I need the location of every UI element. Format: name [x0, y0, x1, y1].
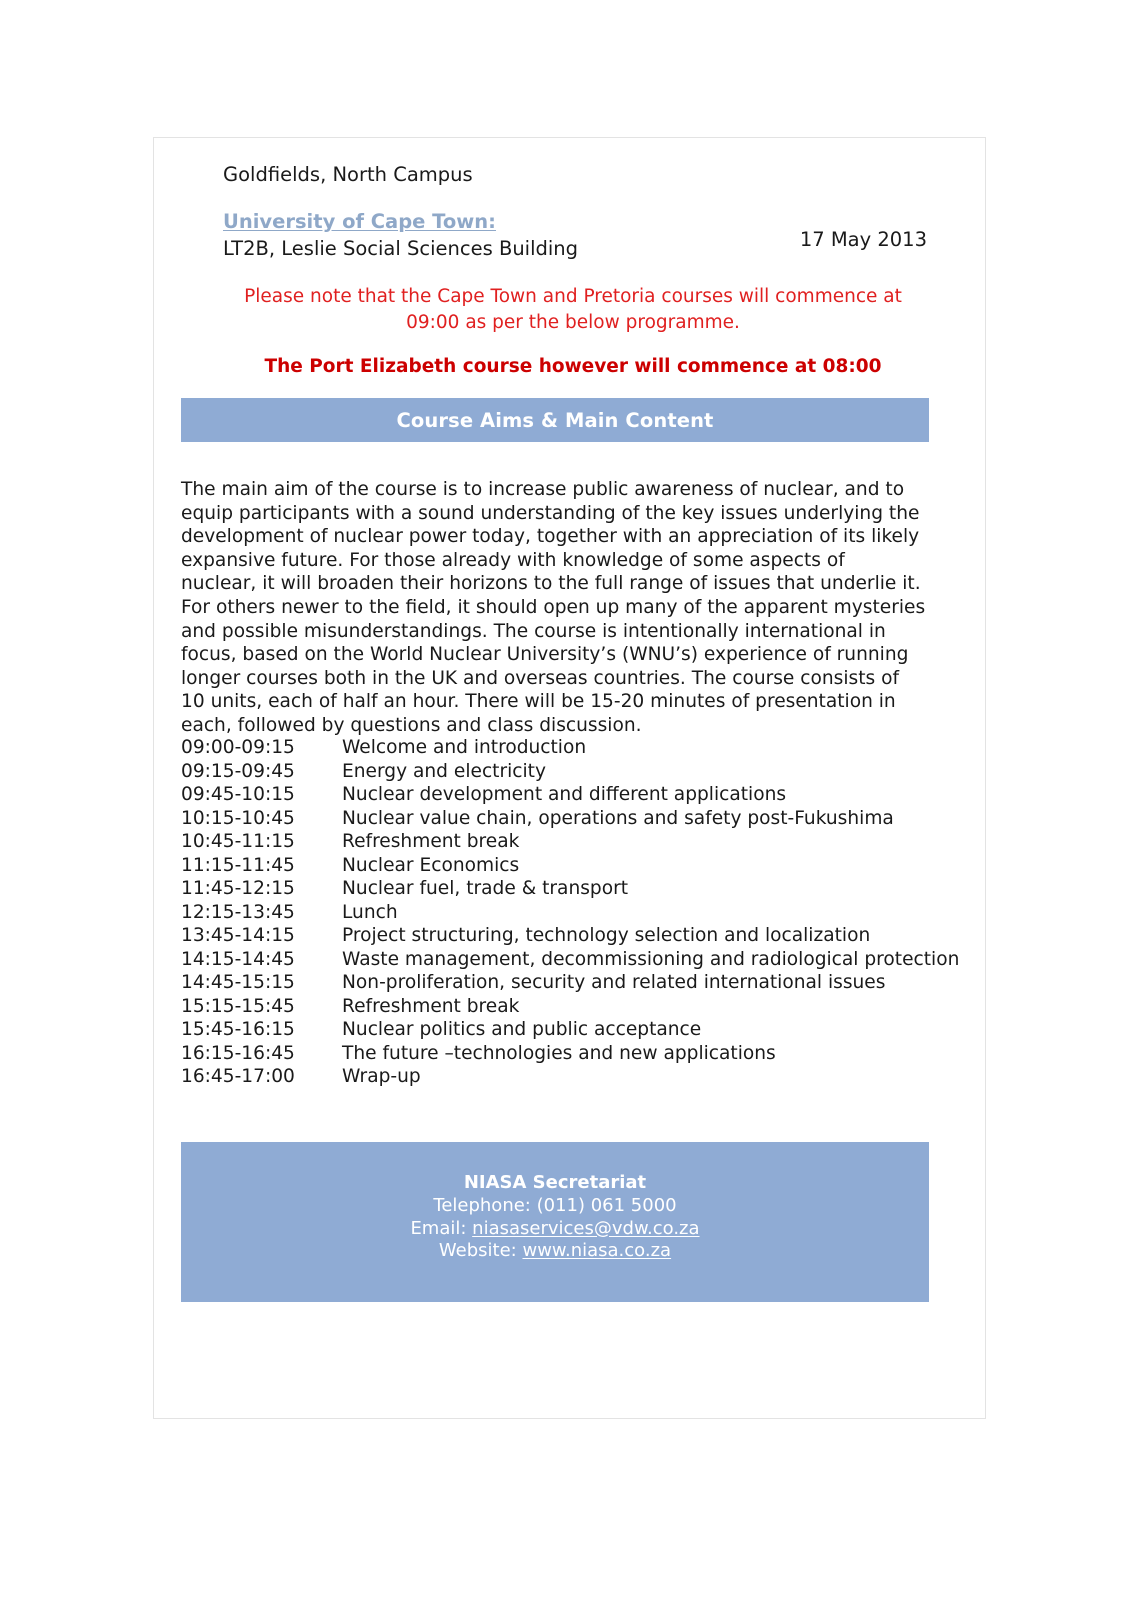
schedule-time: 13:45-14:15 [181, 925, 295, 946]
course-aims-banner-title: Course Aims & Main Content [396, 408, 714, 432]
schedule-topic: The future –technologies and new applications [342, 1042, 776, 1064]
schedule-row [181, 1065, 929, 1089]
course-aims-body-text: The main aim of the course is to increase public awareness of nuclear, and to equip participants with a sound understanding of the key issues underlying the development of nuclear power today, together with an appreciation of its likely expansive future. For those already with knowledge of some aspects of nuclear, it will broaden their horizons to the full range of issues that underlie it. For others newer to the field, it should open up many of the apparent mysteries and possible misunderstandings. The course is intentionally international in focus, based on the World Nuclear University’s (WNU’s) experience of running longer courses both in the UK and overseas countries. The course consists of 10 units, each of half an hour. There will be 15-20 minutes of presentation in each, followed by questions and class discussion. [181, 479, 926, 736]
schedule-topic: Waste management, decommissioning and radiological protection [342, 948, 960, 970]
page-content [154, 138, 985, 1418]
schedule-row [181, 924, 929, 948]
document-date: 17 May 2013 [799, 228, 927, 251]
port-elizabeth-notice: The Port Elizabeth course however will commence at 08:00 [264, 356, 882, 377]
niasa-email-line [181, 1218, 929, 1241]
schedule-row [181, 995, 929, 1019]
schedule-row [181, 948, 960, 972]
venue-campus-line: Goldfields, North Campus [223, 163, 473, 186]
schedule-topic: Lunch [342, 901, 398, 923]
schedule-topic: Welcome and introduction [342, 737, 587, 758]
schedule-time: 09:45-10:15 [181, 784, 295, 805]
schedule-time: 14:15-14:45 [181, 948, 295, 970]
niasa-email-link[interactable]: niasaservices@vdw.co.za [472, 1217, 700, 1239]
schedule-topic: Non-proliferation, security and related international issues [342, 972, 886, 993]
schedule-row [181, 854, 929, 878]
commencement-notice: Please note that the Cape Town and Pretoria courses will commence at 09:00 as per the below programme. [244, 286, 902, 333]
schedule-row [181, 760, 929, 784]
university-of-cape-town-link[interactable]: University of Cape Town: [223, 210, 496, 233]
schedule-topic: Project structuring, technology selection and localization [342, 925, 871, 946]
schedule-row [181, 830, 929, 854]
schedule-time: 16:45-17:00 [181, 1066, 295, 1087]
schedule-time: 11:45-12:15 [181, 878, 295, 899]
schedule-time: 14:45-15:15 [181, 972, 295, 993]
schedule-time: 10:45-11:15 [181, 831, 295, 852]
schedule-time: 15:45-16:15 [181, 1019, 295, 1040]
programme-schedule-list [181, 736, 960, 1089]
schedule-topic: Nuclear fuel, trade & transport [342, 878, 629, 899]
schedule-topic: Nuclear politics and public acceptance [342, 1019, 702, 1040]
schedule-topic: Wrap-up [342, 1066, 421, 1087]
schedule-row [181, 1018, 929, 1042]
niasa-telephone-line [181, 1195, 929, 1218]
schedule-time: 09:00-09:15 [181, 737, 295, 758]
niasa-secretariat-title: NIASA Secretariat [463, 1172, 647, 1193]
schedule-time: 10:15-10:45 [181, 807, 295, 829]
schedule-row [181, 877, 929, 901]
document-page [153, 137, 986, 1419]
niasa-website-link[interactable]: www.niasa.co.za [522, 1240, 672, 1261]
niasa-email-label: Email: [410, 1217, 473, 1239]
schedule-topic: Nuclear Economics [342, 854, 520, 876]
schedule-time: 16:15-16:45 [181, 1042, 295, 1064]
schedule-row [181, 971, 929, 995]
niasa-contact-block [181, 1142, 929, 1302]
university-venue-detail: LT2B, Leslie Social Sciences Building [223, 237, 579, 260]
schedule-row [181, 807, 929, 831]
schedule-time: 11:15-11:45 [181, 854, 295, 876]
schedule-row [181, 783, 929, 807]
schedule-topic: Refreshment break [342, 831, 520, 852]
schedule-topic: Energy and electricity [342, 760, 546, 782]
schedule-time: 12:15-13:45 [181, 901, 295, 923]
schedule-time: 15:15-15:45 [181, 995, 295, 1017]
niasa-telephone-value: (011) 061 5000 [536, 1195, 677, 1216]
schedule-row [181, 1042, 929, 1066]
schedule-row [181, 736, 929, 760]
niasa-contact-inner [181, 1170, 929, 1263]
niasa-website-label: Website: [438, 1240, 523, 1261]
schedule-topic: Nuclear development and different applications [342, 784, 787, 805]
schedule-topic: Nuclear value chain, operations and safety post-Fukushima [342, 807, 894, 829]
course-aims-banner [181, 398, 929, 442]
schedule-time: 09:15-09:45 [181, 760, 295, 782]
schedule-row [181, 901, 929, 925]
schedule-topic: Refreshment break [342, 995, 520, 1017]
niasa-telephone-label: Telephone: [433, 1195, 537, 1216]
niasa-website-line [181, 1240, 929, 1263]
